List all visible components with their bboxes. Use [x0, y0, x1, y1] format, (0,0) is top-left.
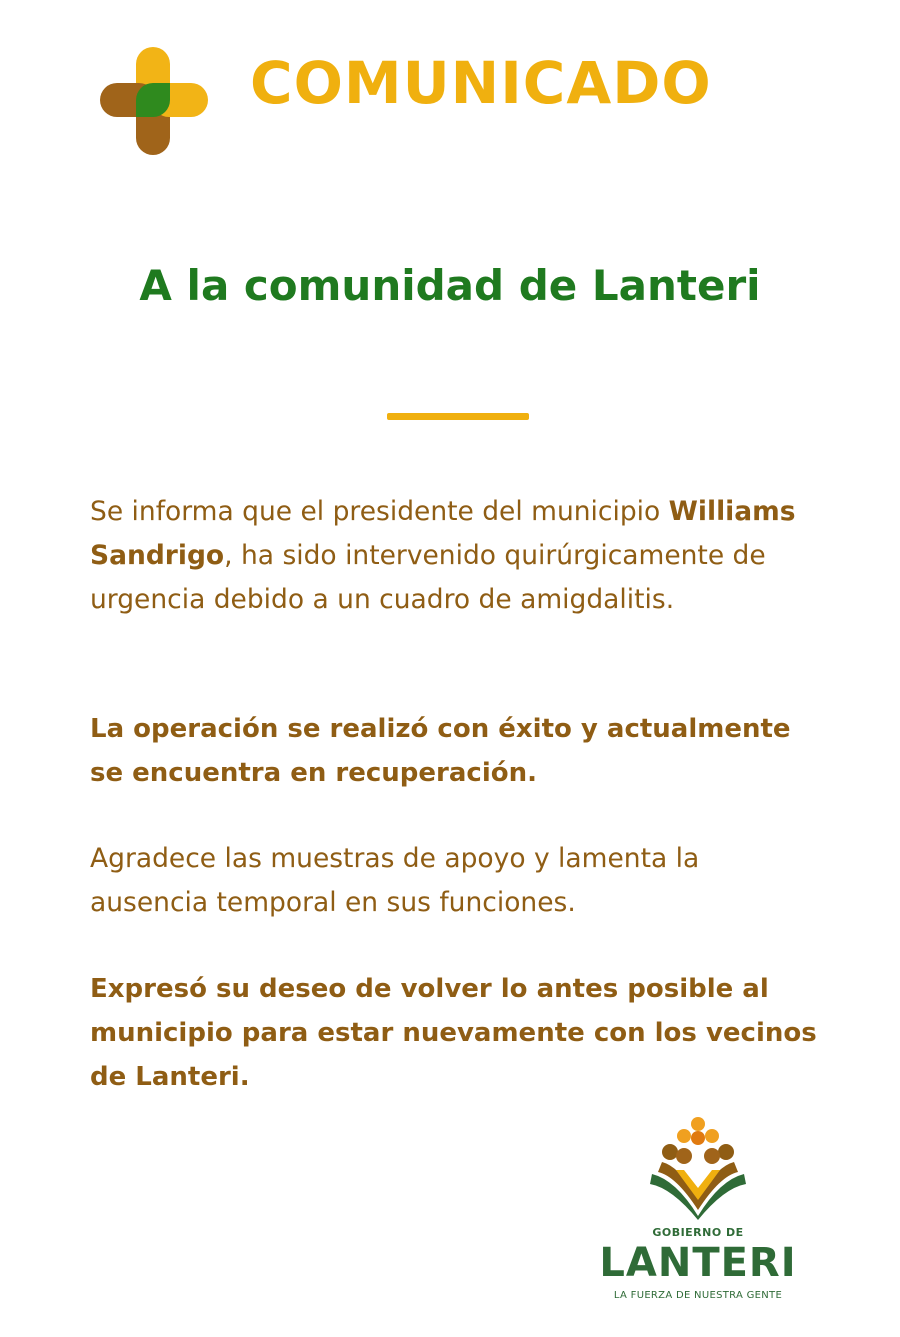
government-label: GOBIERNO DE: [652, 1226, 744, 1239]
municipality-name: LANTERI: [599, 1240, 797, 1286]
paragraph-intro: [90, 490, 820, 622]
page-title: COMUNICADO: [250, 49, 712, 117]
paragraph-thanks: Agradece las muestras de apoyo y lamenta la ausencia temporal en sus funciones.: [90, 843, 700, 918]
slogan: LA FUERZA DE NUESTRA GENTE: [613, 1290, 783, 1301]
intro-rest-text: , ha sido intervenido quirúrgicamente de urgencia debido a un cuadro de amigdalitis.: [90, 540, 766, 615]
intro-text: Se informa que el presidente del municipio: [90, 496, 669, 527]
people-heart-emblem: [648, 1116, 748, 1220]
plus-cross-icon: [98, 45, 210, 157]
header: [98, 44, 210, 158]
paragraph-return: Expresó su deseo de volver lo antes posible al municipio para estar nuevamente con los vecinos de Lanteri.: [90, 974, 817, 1092]
paragraph-operation: La operación se realizó con éxito y actualmente se encuentra en recuperación.: [90, 714, 791, 788]
subtitle: A la comunidad de Lanteri: [139, 261, 761, 310]
government-logo: [590, 1116, 806, 1308]
divider: [387, 413, 529, 420]
president-name: Williams Sandrigo: [90, 496, 796, 571]
